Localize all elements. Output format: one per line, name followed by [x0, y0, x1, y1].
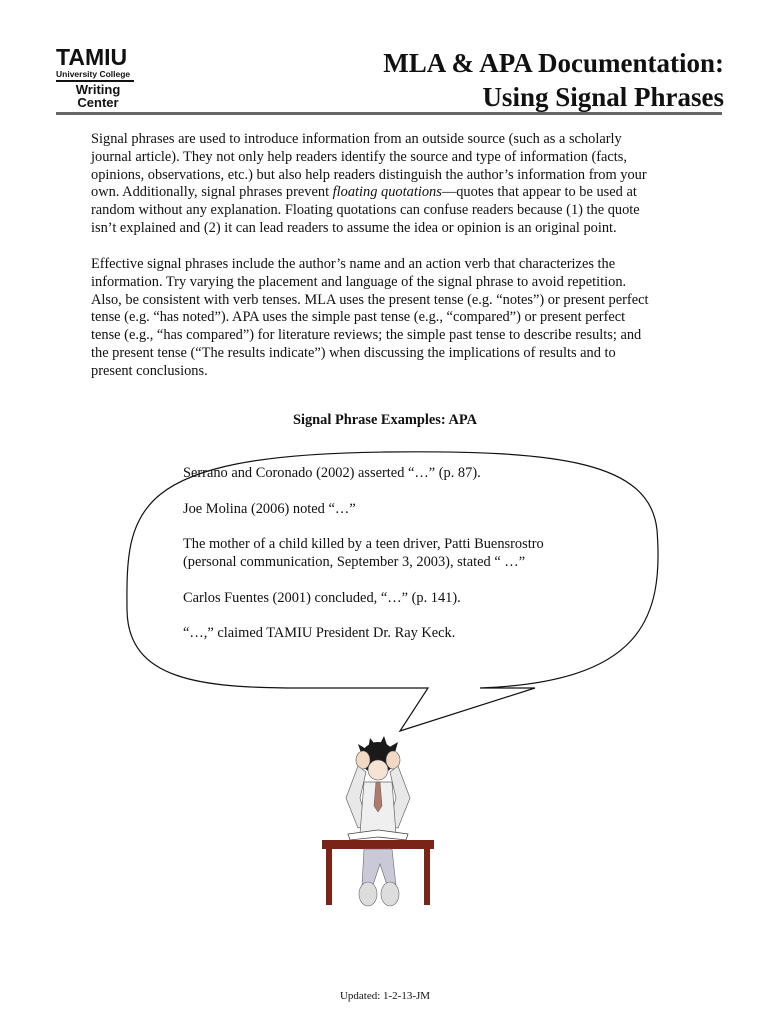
- tense-line: Effective signal phrases include the author’s name and an action verb that characterizes the: [91, 256, 616, 272]
- logo-tamiu-text: TAMIU: [56, 44, 128, 70]
- tense-line: tense (e.g. “has noted”). APA uses the simple past tense (e.g., “compared”) or present perfect: [91, 309, 626, 326]
- student-left-shoe: [359, 882, 377, 906]
- intro-line: random without any explanation. Floating quotations can confuse readers because (1) the quote: [91, 202, 640, 219]
- tense-line: Also, be consistent with verb tenses. MLA uses the present tense (e.g. “notes”) or present perfect: [91, 291, 649, 308]
- tense-line: the present tense (“The results indicate”) when discussing the implications of results and to: [91, 344, 616, 361]
- tense-line: present conclusions.: [91, 362, 208, 379]
- intro-line-text: own. Additionally, signal phrases prevent: [91, 184, 333, 201]
- examples-list: [183, 465, 603, 643]
- student-face: [368, 760, 388, 780]
- example-fuentes: Carlos Fuentes (2001) concluded, “…” (p. 141).: [183, 589, 461, 606]
- tense-line: tense (e.g., “has compared”) for literature reviews; the simple past tense to describe results; and: [91, 327, 642, 344]
- intro-line-text: —quotes that appear to be used at: [441, 184, 637, 201]
- open-book: [348, 830, 408, 840]
- example-molina: Joe Molina (2006) noted “…”: [183, 500, 356, 517]
- logo-writing: Writing: [75, 82, 121, 97]
- example-buensrostro: The mother of a child killed by a teen driver, Patti Buensrostro: [183, 536, 544, 553]
- updated-footer: Updated: 1-2-13-JM: [339, 990, 431, 1002]
- intro-line: opinions, observations, etc.) but also help readers distinguish the author’s information from your: [91, 166, 647, 183]
- page-title-line1: MLA & APA Documentation:: [383, 48, 724, 78]
- examples-heading: Signal Phrase Examples: APA: [292, 412, 478, 428]
- desk-leg-right: [424, 849, 430, 905]
- example-buensrostro-cont: (personal communication, September 3, 2003), stated “ …”: [183, 553, 526, 570]
- floating-quotations-term: floating quotations: [332, 184, 442, 201]
- desk-leg-left: [326, 849, 332, 905]
- desk-top: [322, 840, 434, 849]
- example-keck: “…,” claimed TAMIU President Dr. Ray Keck.: [183, 625, 456, 642]
- student-right-shoe: [381, 882, 399, 906]
- example-serrano: Serrano and Coronado (2002) asserted “…” (p. 87).: [183, 465, 481, 481]
- logo-university-college: University College: [56, 69, 131, 79]
- intro-line: isn’t explained and (2) it can lead readers to assume the idea or opinion is an original point.: [91, 219, 617, 236]
- intro-line: Signal phrases are used to introduce information from an outside source (such as a scholarly: [91, 131, 622, 147]
- page-title-line2: Using Signal Phrases: [482, 82, 724, 112]
- intro-line: journal article). They not only help readers identify the source and type of information (facts,: [91, 148, 628, 165]
- logo-center: Center: [77, 95, 119, 110]
- stressed-student-illustration: [318, 736, 438, 916]
- tense-line: information. Try varying the placement and language of the signal phrase to avoid repetition.: [91, 273, 627, 290]
